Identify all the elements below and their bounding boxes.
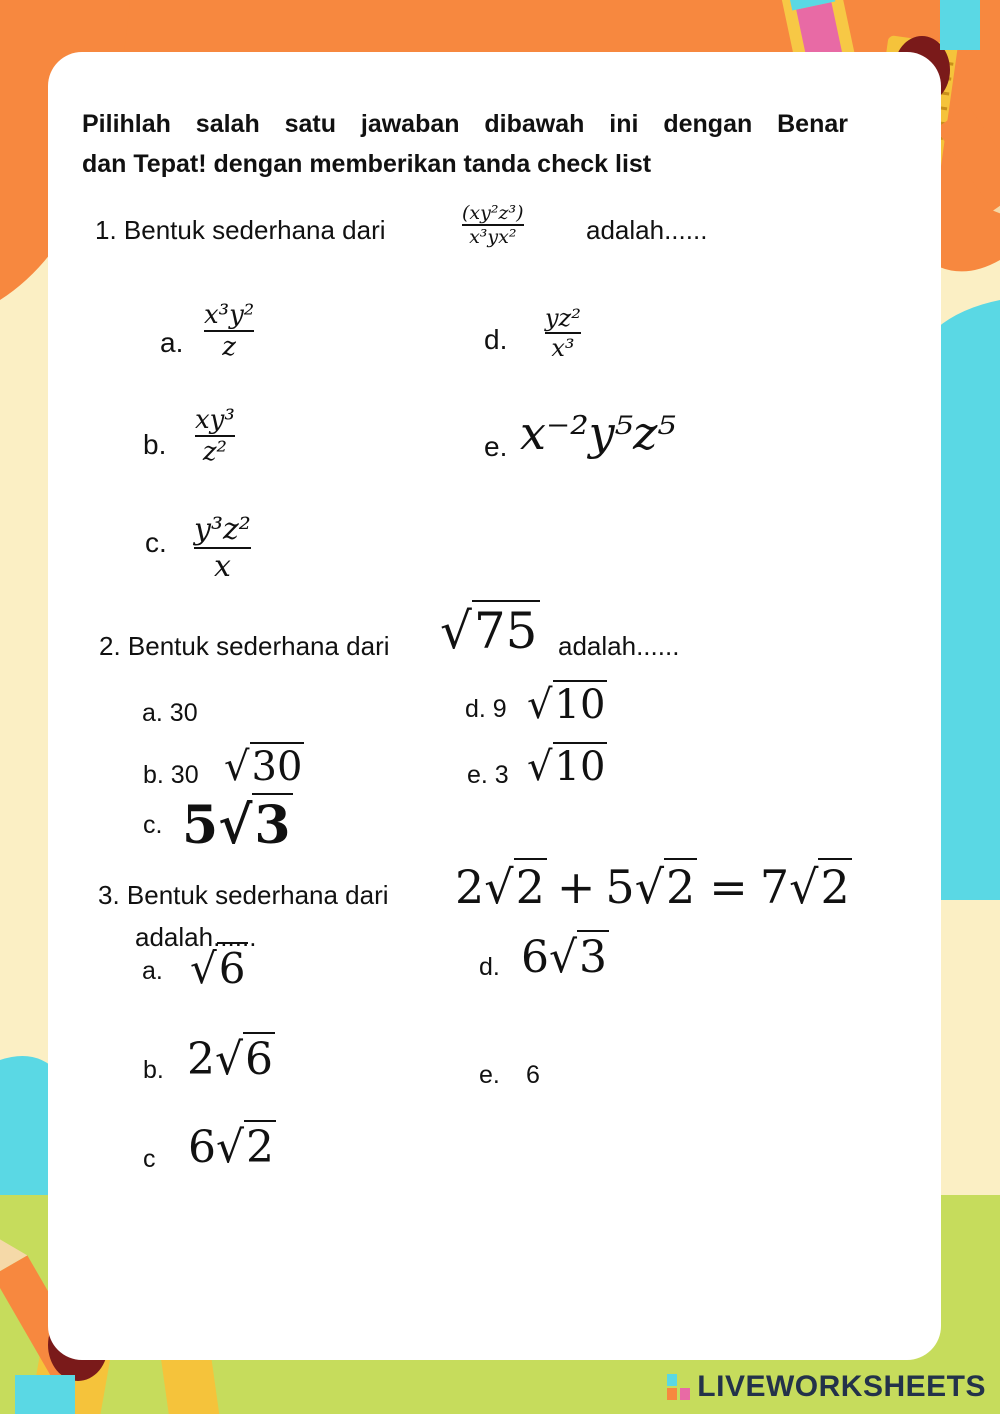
q1-option-d-label[interactable]: d.	[484, 324, 508, 355]
sqrt-icon: √	[527, 744, 553, 790]
q1-option-e-label[interactable]: e.	[484, 431, 508, 462]
sqrt-icon: √	[215, 1034, 244, 1085]
q1-fraction	[462, 202, 524, 248]
q3-option-b-label[interactable]: b.	[143, 1056, 164, 1084]
sqrt-icon: √	[216, 1122, 245, 1173]
q2-option-e-label[interactable]: e. 3	[467, 761, 509, 789]
q1-option-e-expr[interactable]: x⁻²y⁵z⁵	[520, 406, 676, 460]
q1-numerator: (xy²z³)	[462, 202, 524, 224]
q3-option-e-value[interactable]: 6	[526, 1061, 540, 1089]
sqrt-icon: √	[224, 744, 250, 790]
q1-denominator: x³yx²	[469, 226, 517, 248]
q3-expression: 2 √ 2 + 5 √ 2 = 7 √ 2	[455, 860, 850, 914]
q2-option-e-sqrt[interactable]: √ 10	[527, 744, 606, 790]
q1-suffix: adalah......	[586, 215, 708, 245]
instruction-line-2: dan Tepat! dengan memberikan tanda check list	[82, 150, 652, 178]
sqrt-icon: √	[789, 860, 819, 914]
q3-prefix: 3. Bentuk sederhana dari	[98, 880, 389, 910]
sqrt-icon: √	[549, 932, 578, 983]
q3-option-a-label[interactable]: a.	[142, 957, 163, 985]
liveworksheets-icon	[667, 1374, 691, 1400]
q1-option-b-expr[interactable]: xy³ z²	[195, 405, 235, 467]
q3-option-e-label[interactable]: e.	[479, 1061, 500, 1089]
q1-option-a-expr[interactable]: x³y² z	[204, 300, 255, 362]
q3-option-b-expr[interactable]: 2 √ 6	[187, 1034, 274, 1085]
q2-option-a[interactable]: a. 30	[142, 699, 198, 727]
q2-option-d-sqrt[interactable]: √ 10	[527, 682, 606, 728]
q1-option-b-label[interactable]: b.	[143, 429, 167, 460]
q3-suffix: adalah......	[135, 922, 257, 952]
q2-option-b-label[interactable]: b. 30	[143, 761, 199, 789]
q1-option-a-label[interactable]: a.	[160, 327, 184, 358]
sqrt-icon: √	[527, 682, 553, 728]
q3-option-d-label[interactable]: d.	[479, 953, 500, 981]
q2-option-d-label[interactable]: d. 9	[465, 695, 507, 723]
q2-prefix: 2. Bentuk sederhana dari	[99, 631, 390, 661]
q2-option-b-sqrt[interactable]: √ 30	[224, 744, 303, 790]
q3-option-c-label[interactable]: c	[143, 1145, 156, 1173]
sqrt-icon: √	[218, 795, 253, 856]
sqrt-icon: √	[484, 860, 514, 914]
q1-prefix: 1. Bentuk sederhana dari	[95, 215, 386, 245]
q2-sqrt-expr: √ 75	[440, 602, 538, 660]
q3-option-a-sqrt[interactable]: √ 6	[190, 944, 246, 993]
q2-suffix: adalah......	[558, 631, 680, 661]
q1-option-c-label[interactable]: c.	[145, 527, 167, 558]
q1-option-d-expr[interactable]: yz² x³	[545, 304, 581, 362]
sqrt-icon: √	[634, 860, 665, 914]
instruction-line-1: Pilihlah salah satu jawaban dibawah ini dengan Benar	[82, 110, 848, 138]
liveworksheets-logo: LIVEWORKSHEETS	[667, 1370, 986, 1404]
sqrt-icon: √	[440, 602, 472, 660]
q3-option-c-expr[interactable]: 6 √ 2	[188, 1122, 275, 1173]
sqrt-icon: √	[190, 944, 217, 993]
q1-option-c-expr[interactable]: y³z² x	[194, 512, 251, 584]
q2-option-c-expr[interactable]: 5 √ 3	[182, 795, 291, 856]
q3-option-d-expr[interactable]: 6 √ 3	[521, 932, 608, 983]
q2-option-c-label[interactable]: c.	[143, 811, 163, 839]
